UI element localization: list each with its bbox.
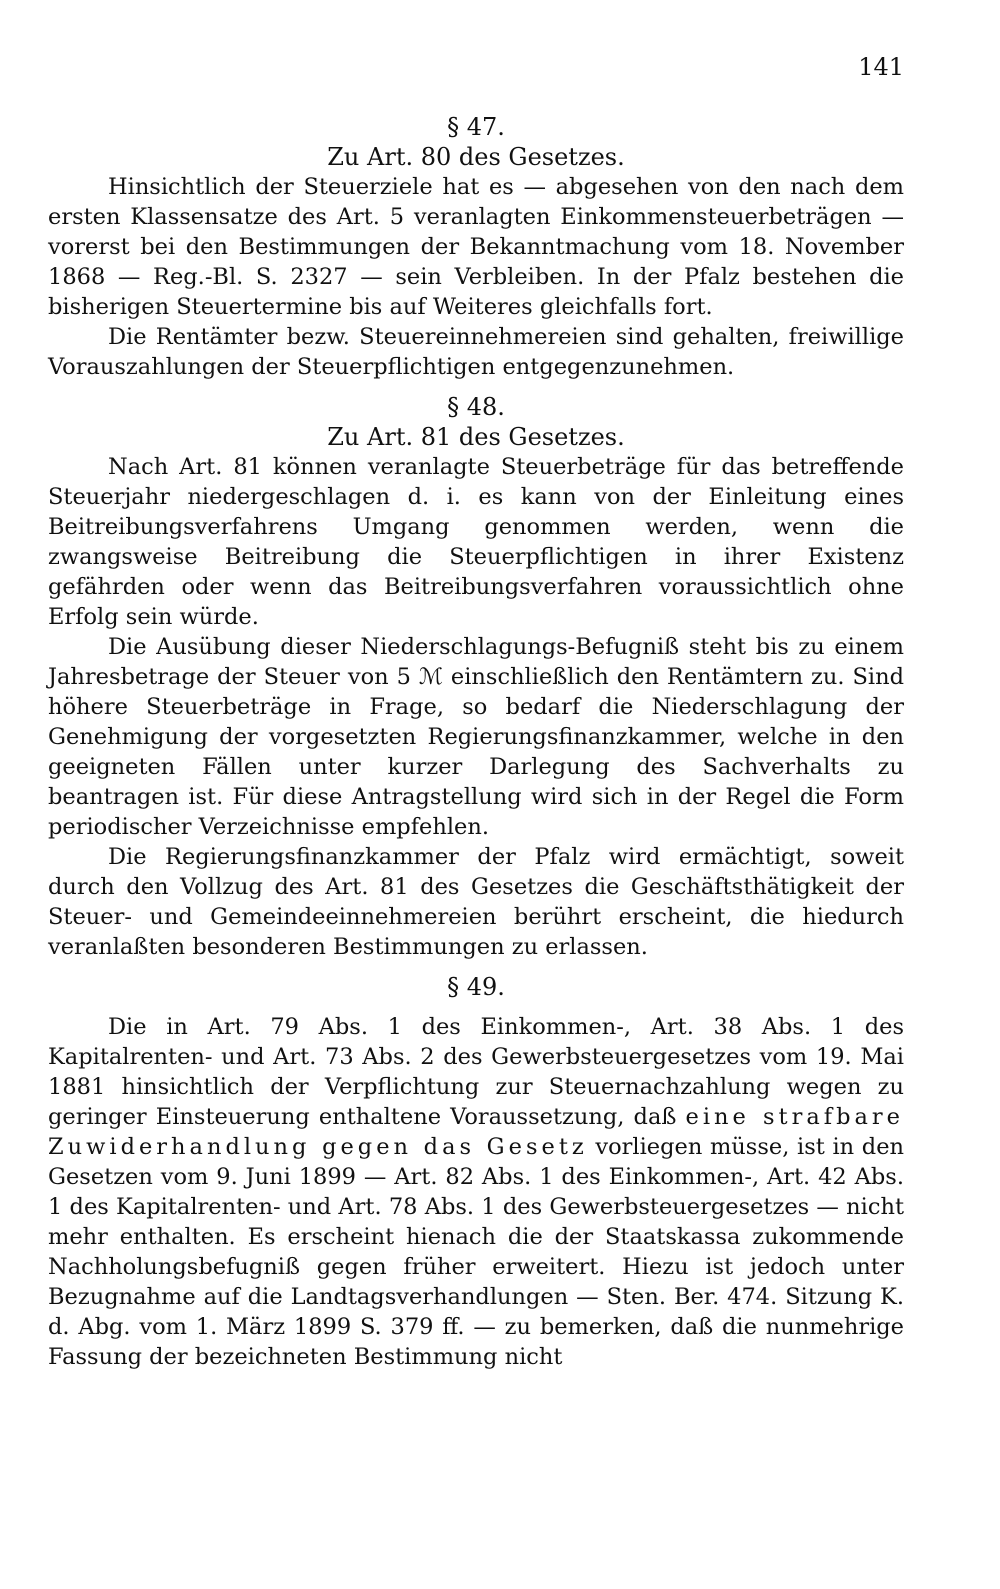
paragraph-49-1-part-b: vorliegen müsse, ist in den Gesetzen vom 9. Juni 1899 — Art. 82 Abs. 1 des Einkommen-, Art. 42 Abs. 1 des Kapitalrenten- und Art. 78 Abs. 1 des Gewerbsteuergesetzes — nicht mehr enthalten. Es erscheint hienach die der Staatskassa zukommende Nachholungsbefugniß gegen früher erweitert. Hiezu ist jedoch unter Bezugnahme auf die Landtagsverhandlungen — Sten. Ber. 474. Sitzung K. d. Abg. vom 1. März 1899 S. 379 ff. — zu bemerken, daß die nunmehrige Fassung der bezeichneten Bestimmung nicht bbox=[48, 1134, 904, 1370]
page-number: 141 bbox=[858, 53, 904, 81]
paragraph-48-3: Die Regierungsfinanzkammer der Pfalz wird ermächtigt, soweit durch den Vollzug des Art. 81 des Gesetzes die Geschäftsthätigkeit der Steuer- und Gemeindeeinnehmereien berührt erscheint, die hiedurch veranlaßten besonderen Bestimmungen zu erlassen. bbox=[48, 844, 904, 960]
paragraph-48-1: Nach Art. 81 können veranlagte Steuerbeträge für das betreffende Steuerjahr niedergeschlagen d. i. es kann von der Einleitung eines Beitreibungsverfahrens Umgang genommen werden, wenn die zwangsweise Beitreibung die Steuerpflichtigen in ihrer Existenz gefährden oder wenn das Beitreibungsverfahren voraussichtlich ohne Erfolg sein würde. bbox=[48, 454, 904, 630]
section-article-48: Zu Art. 81 des Gesetzes. bbox=[327, 423, 625, 451]
text-column bbox=[48, 112, 904, 1372]
section-number-48: § 48. bbox=[447, 393, 505, 421]
paragraph-49-1-spaced-emphasis: eine strafbare Zuwiderhandlung gegen das Gesetz bbox=[48, 1104, 904, 1160]
paragraph-48-2: Die Ausübung dieser Niederschlagungs-Befugniß steht bis zu einem Jahresbetrage der Steuer von 5 ℳ einschließlich den Rentämtern zu. Sind höhere Steuerbeträge in Frage, so bedarf die Niederschlagung der Genehmigung der vorgesetzten Regierungsfinanzkammer, welche in den geeigneten Fällen unter kurzer Darlegung des Sachverhalts zu beantragen ist. Für diese Antragstellung wird sich in der Regel die Form periodischer Verzeichnisse empfehlen. bbox=[48, 634, 904, 840]
paragraph-47-2: Die Rentämter bezw. Steuereinnehmereien sind gehalten, freiwillige Vorauszahlungen der Steuerpflichtigen entgegenzunehmen. bbox=[48, 324, 904, 380]
section-article-47: Zu Art. 80 des Gesetzes. bbox=[327, 143, 625, 171]
section-number-49: § 49. bbox=[447, 973, 505, 1001]
section-number-47: § 47. bbox=[447, 113, 505, 141]
paragraph-47-1: Hinsichtlich der Steuerziele hat es — abgesehen von den nach dem ersten Klassensatze des Art. 5 veranlagten Einkommensteuerbeträgen — vorerst bei den Bestimmungen der Bekanntmachung vom 18. November 1868 — Reg.-Bl. S. 2327 — sein Verbleiben. In der Pfalz bestehen die bisherigen Steuertermine bis auf Weiteres gleichfalls fort. bbox=[48, 174, 904, 320]
paragraph-49-1 bbox=[48, 1012, 904, 1372]
paragraph-49-1-part-a: Die in Art. 79 Abs. 1 des Einkommen-, Art. 38 Abs. 1 des Kapitalrenten- und Art. 73 Abs. 2 des Gewerbsteuergesetzes vom 19. Mai 1881 hinsichtlich der Verpflichtung zur Steuernachzahlung wegen zu geringer Einsteuerung enthaltene Voraussetzung, daß bbox=[48, 1014, 904, 1130]
